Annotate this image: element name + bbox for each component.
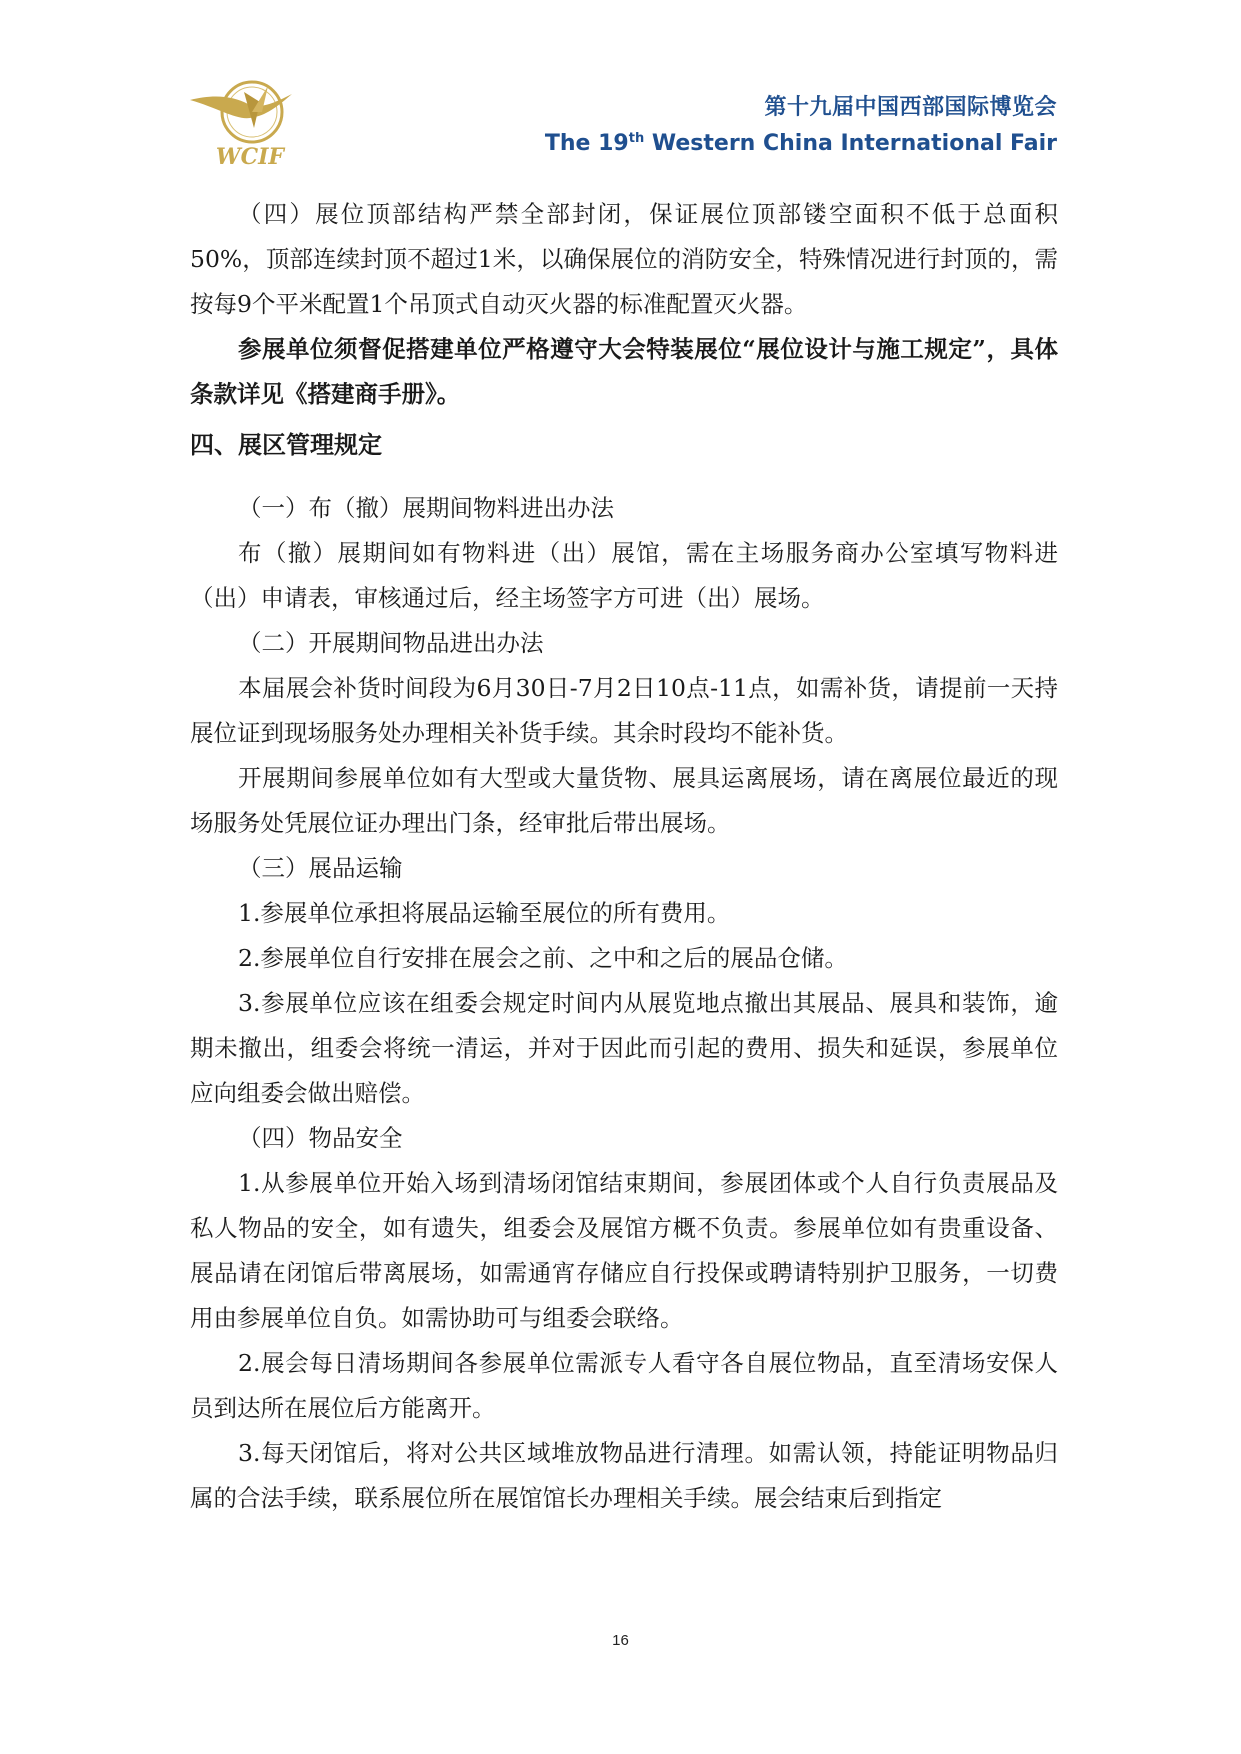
subheading-exhibit-transport: （三）展品运输 <box>238 854 403 882</box>
list-item-transport-1: 1.参展单位承担将展品运输至展位的所有费用。 <box>238 899 731 927</box>
paragraph-large-goods: 开展期间参展单位如有大型或大量货物、展具运离展场，请在离展位最近的现场服务处凭展位证办理出门条，经审批后带出展场。 <box>190 764 1058 837</box>
logo-text: WCIF <box>215 144 285 170</box>
list-item-safety-2: 2.展会每日清场期间各参展单位需派专人看守各自展位物品，直至清场安保人员到达所在展位后方能离开。 <box>190 1349 1058 1422</box>
paragraph-roof-structure: （四）展位顶部结构严禁全部封闭，保证展位顶部镂空面积不低于总面积50%，顶部连续封顶不超过1米，以确保展位的消防安全，特殊情况进行封顶的，需按每9个平米配置1个吊顶式自动灭火器的标准配置灭火器。 <box>190 200 1058 318</box>
paragraph-material-in-out: 布（撤）展期间如有物料进（出）展馆，需在主场服务商办公室填写物料进（出）申请表，审核通过后，经主场签字方可进（出）展场。 <box>190 539 1058 612</box>
document-body <box>190 192 1058 1521</box>
wcif-bird-logo-icon <box>188 72 306 182</box>
page-header <box>0 0 1241 190</box>
header-title-cn: 第十九届中国西部国际博览会 <box>764 95 1057 120</box>
paragraph-builder-rules: 参展单位须督促搭建单位严格遵守大会特装展位“展位设计与施工规定”，具体条款详见《搭建商手册》。 <box>190 335 1058 408</box>
subheading-item-safety: （四）物品安全 <box>238 1124 403 1152</box>
header-title-en-sup: th <box>628 131 645 146</box>
list-item-transport-3: 3.参展单位应该在组委会规定时间内从展览地点撤出其展品、展具和装饰，逾期未撤出，组委会将统一清运，并对于因此而引起的费用、损失和延误，参展单位应向组委会做出赔偿。 <box>190 989 1058 1107</box>
paragraph-restock-time: 本届展会补货时间段为6月30日-7月2日10点-11点，如需补货，请提前一天持展位证到现场服务处办理相关补货手续。其余时段均不能补货。 <box>190 674 1058 747</box>
list-item-transport-2: 2.参展单位自行安排在展会之前、之中和之后的展品仓储。 <box>238 944 848 972</box>
header-title-en <box>545 126 1057 162</box>
subheading-goods-in-out: （二）开展期间物品进出办法 <box>238 629 544 657</box>
header-title-en-suffix: Western China International Fair <box>644 131 1057 156</box>
list-item-safety-1: 1.从参展单位开始入场到清场闭馆结束期间，参展团体或个人自行负责展品及私人物品的安全，如有遗失，组委会及展馆方概不负责。参展单位如有贵重设备、展品请在闭馆后带离展场，如需通宵存储应自行投保或聘请特别护卫服务，一切费用由参展单位自负。如需协助可与组委会联络。 <box>190 1169 1058 1332</box>
header-title-en-prefix: The 19 <box>544 131 629 156</box>
list-item-safety-3: 3.每天闭馆后，将对公共区域堆放物品进行清理。如需认领，持能证明物品归属的合法手续，联系展位所在展馆馆长办理相关手续。展会结束后到指定 <box>190 1439 1058 1512</box>
page-number: 16 <box>612 1632 629 1649</box>
subheading-material-in-out: （一）布（撤）展期间物料进出办法 <box>238 494 614 522</box>
section-heading-exhibition-management: 四、展区管理规定 <box>190 430 382 459</box>
header-title-block <box>545 92 1057 162</box>
